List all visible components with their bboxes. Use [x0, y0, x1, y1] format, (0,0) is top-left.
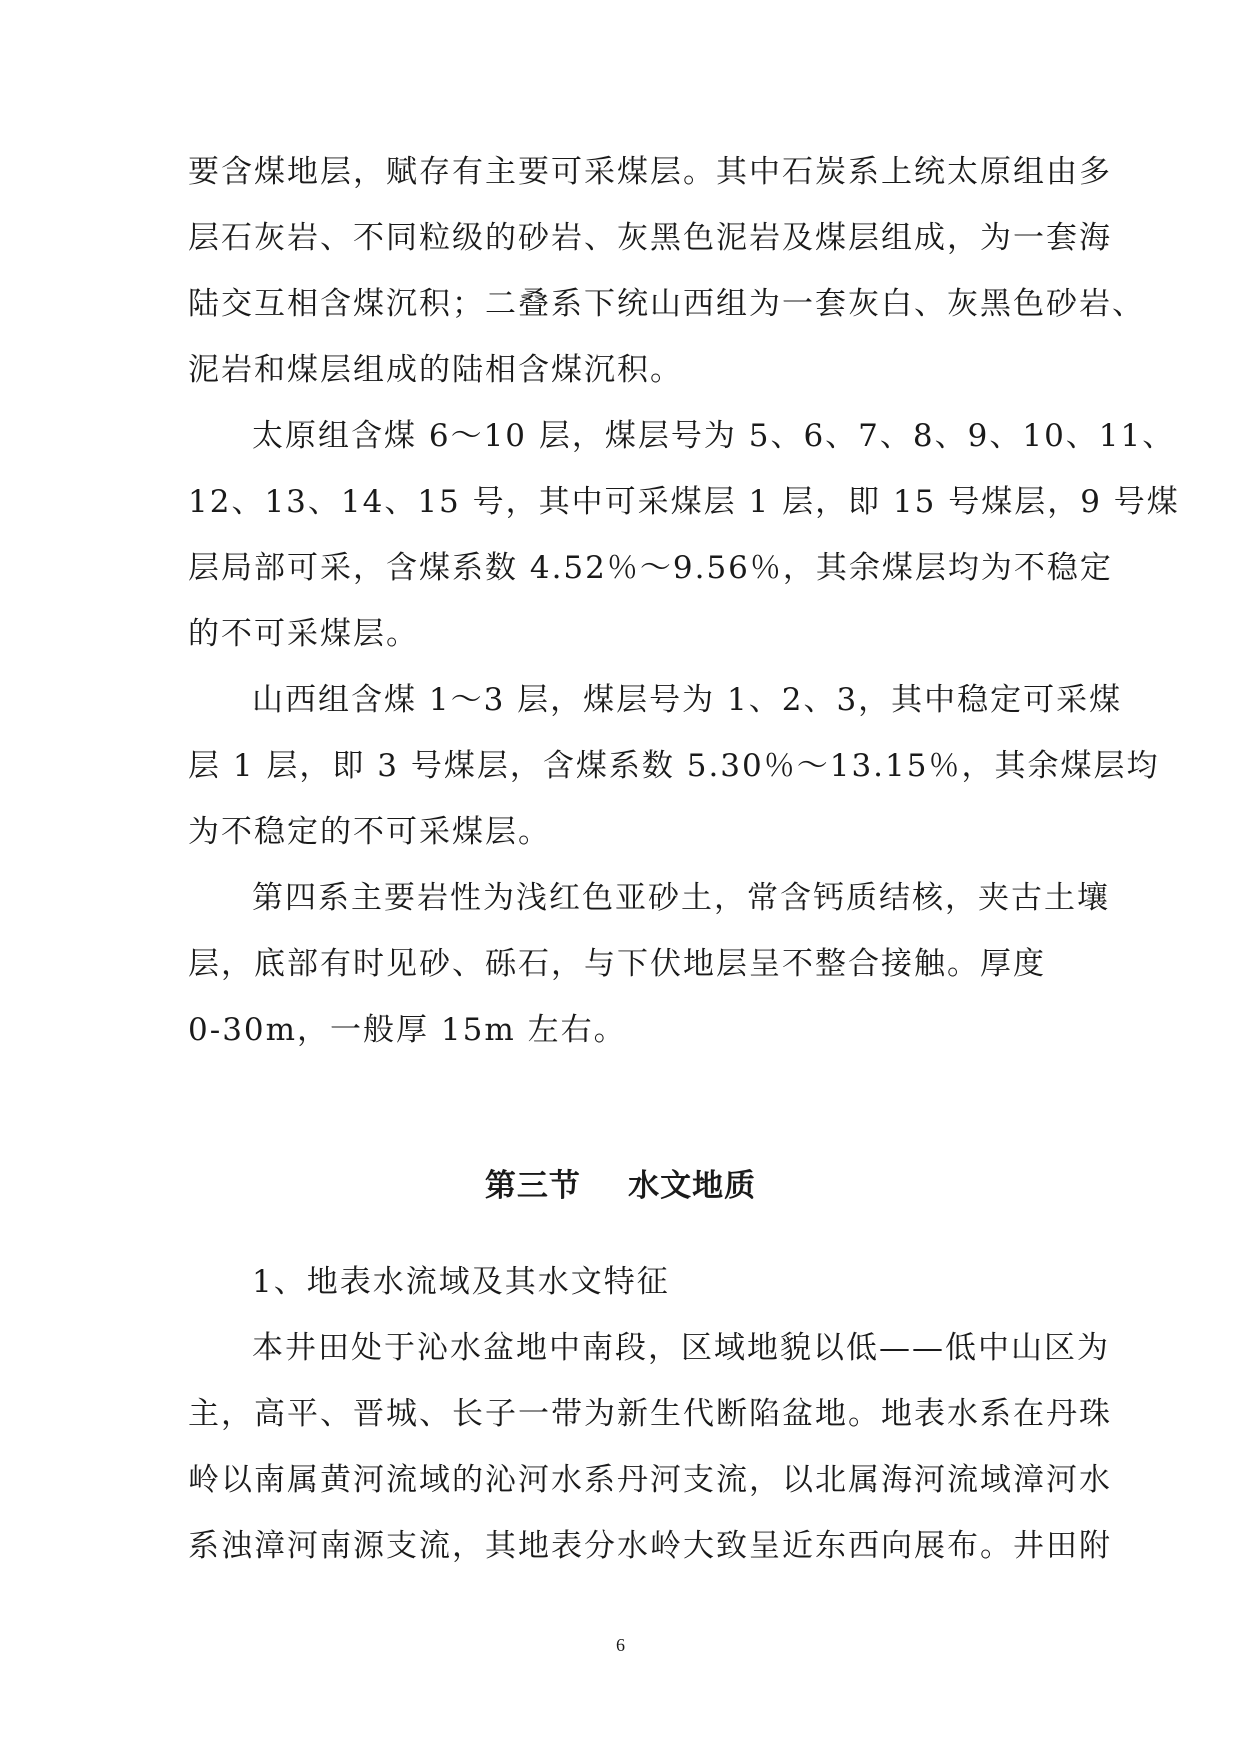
paragraph-line: 0-30m，一般厚 15m 左右。	[188, 1012, 627, 1048]
paragraph-line: 12、13、14、15 号，其中可采煤层 1 层，即 15 号煤层，9 号煤	[188, 484, 1180, 520]
paragraph-line: 为不稳定的不可采煤层。	[188, 814, 551, 850]
paragraph-line: 主，高平、晋城、长子一带为新生代断陷盆地。地表水系在丹珠	[188, 1396, 1112, 1432]
section-heading: 第三节 水文地质	[484, 1168, 757, 1204]
paragraph-line: 的不可采煤层。	[188, 616, 419, 652]
paragraph-line: 泥岩和煤层组成的陆相含煤沉积。	[188, 352, 683, 388]
paragraph-line: 陆交互相含煤沉积；二叠系下统山西组为一套灰白、灰黑色砂岩、	[188, 286, 1145, 322]
paragraph-line: 太原组含煤 6～10 层，煤层号为 5、6、7、8、9、10、11、	[252, 418, 1176, 454]
paragraph-line: 第四系主要岩性为浅红色亚砂土，常含钙质结核，夹古土壤	[252, 880, 1110, 916]
paragraph-line: 层 1 层，即 3 号煤层，含煤系数 5.30％～13.15％，其余煤层均	[188, 748, 1160, 784]
paragraph-line: 层局部可采，含煤系数 4.52％～9.56％，其余煤层均为不稳定	[188, 550, 1113, 586]
paragraph-line: 岭以南属黄河流域的沁河水系丹河支流，以北属海河流域漳河水	[188, 1462, 1112, 1498]
subsection-heading: 1、地表水流域及其水文特征	[252, 1264, 670, 1300]
paragraph-line: 层石灰岩、不同粒级的砂岩、灰黑色泥岩及煤层组成，为一套海	[188, 220, 1112, 256]
paragraph-line: 本井田处于沁水盆地中南段，区域地貌以低——低中山区为	[252, 1330, 1110, 1366]
paragraph-line: 山西组含煤 1～3 层，煤层号为 1、2、3，其中稳定可采煤	[252, 682, 1123, 718]
paragraph-line: 层，底部有时见砂、砾石，与下伏地层呈不整合接触。厚度	[188, 946, 1046, 982]
paragraph-line: 系浊漳河南源支流，其地表分水岭大致呈近东西向展布。井田附	[188, 1528, 1112, 1564]
paragraph-line: 要含煤地层，赋存有主要可采煤层。其中石炭系上统太原组由多	[188, 154, 1112, 190]
page-number: 6	[616, 1635, 625, 1655]
